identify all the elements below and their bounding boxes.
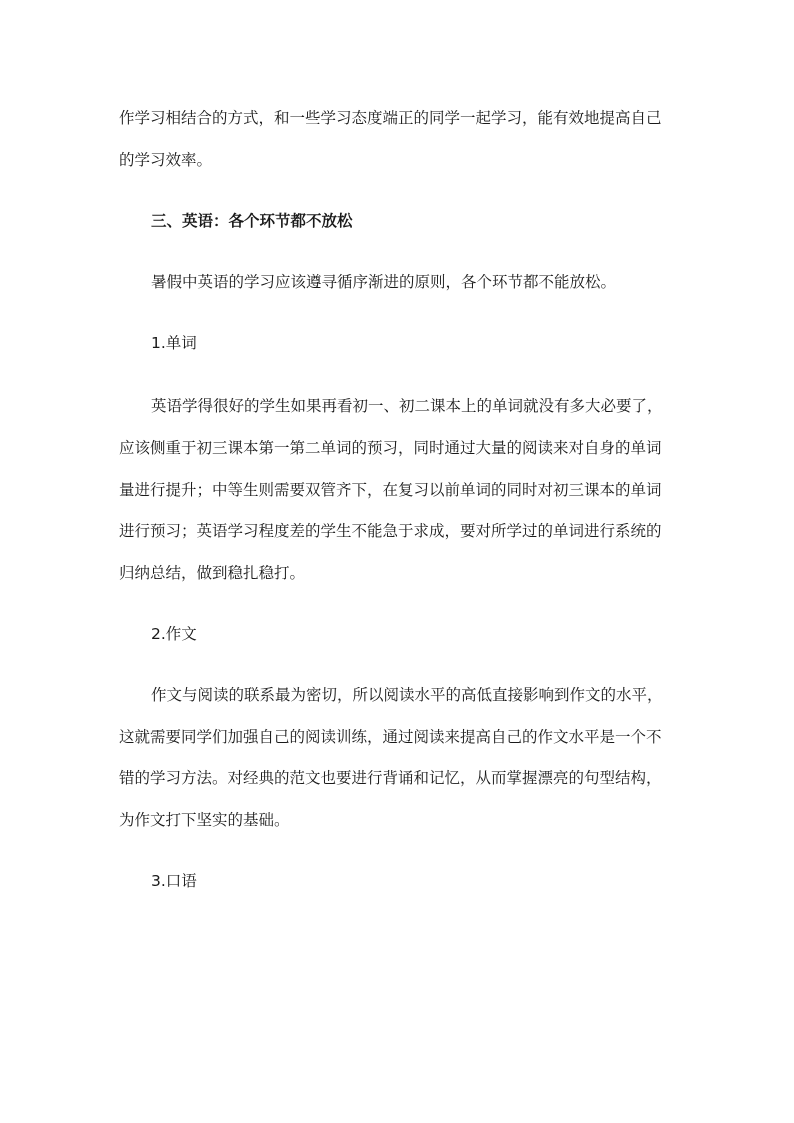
subheading-writing: 2.作文 [151, 625, 197, 643]
paragraph-line: 作学习相结合的方式，和一些学习态度端正的同学一起学习，能有效地提高自己 [119, 109, 662, 127]
intro-paragraph: 暑假中英语的学习应该遵寻循序渐进的原则，各个环节都不能放松。 [151, 273, 617, 291]
paragraph-line: 归纳总结，做到稳扎稳打。 [119, 564, 306, 582]
paragraph-line: 为作文打下坚实的基础。 [119, 811, 290, 829]
paragraph-line: 量进行提升；中等生则需要双管齐下，在复习以前单词的同时对初三课本的单词 [119, 481, 662, 499]
paragraph-line: 应该侧重于初三课本第一第二单词的预习，同时通过大量的阅读来对自身的单词 [119, 439, 662, 457]
paragraph-line: 英语学得很好的学生如果再看初一、初二课本上的单词就没有多大必要了， [151, 397, 663, 415]
paragraph-line: 的学习效率。 [119, 151, 213, 169]
subheading-speaking: 3.口语 [151, 872, 197, 890]
paragraph-line: 进行预习；英语学习程度差的学生不能急于求成，要对所学过的单词进行系统的 [119, 522, 662, 540]
paragraph-line: 错的学习方法。对经典的范文也要进行背诵和记忆，从而掌握漂亮的句型结构， [119, 769, 662, 787]
section-heading: 三、英语：各个环节都不放松 [151, 212, 353, 230]
paragraph-line: 这就需要同学们加强自己的阅读训练，通过阅读来提高自己的作文水平是一个不 [119, 728, 662, 746]
subheading-vocabulary: 1.单词 [151, 334, 197, 352]
paragraph-line: 作文与阅读的联系最为密切，所以阅读水平的高低直接影响到作文的水平， [151, 686, 663, 704]
